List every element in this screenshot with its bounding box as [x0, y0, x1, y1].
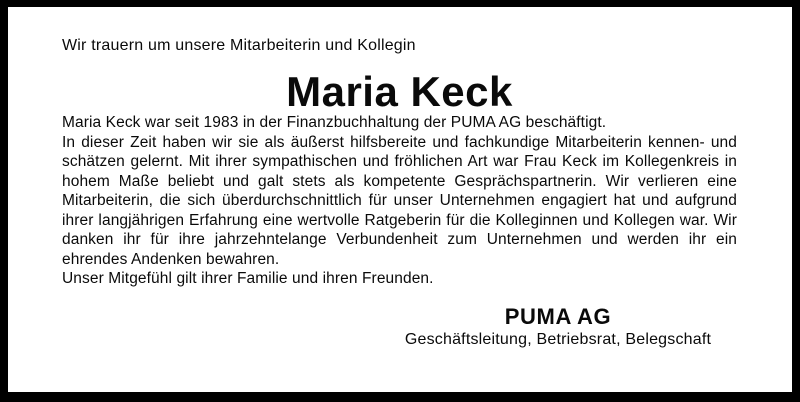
notice-content: [62, 7, 737, 349]
paragraph-condolence: Unser Mitgefühl gilt ihrer Familie und ihren Freunden.: [62, 270, 434, 287]
obituary-notice: [8, 7, 792, 392]
signature-company: PUMA AG: [504, 303, 612, 329]
signature-block: [398, 304, 718, 350]
intro-line: Wir trauern um unsere Mitarbeiterin und Kollegin: [62, 37, 416, 54]
deceased-name: Maria Keck: [286, 68, 513, 115]
signature-roles: Geschäftsleitung, Betriebsrat, Belegschaft: [404, 330, 712, 348]
paragraph-employment: Maria Keck war seit 1983 in der Finanzbuchhaltung der PUMA AG beschäftigt.: [62, 114, 607, 131]
paragraph-tribute: In dieser Zeit haben wir sie als äußerst hilfsbereite und fachkundige Mitarbeiterin kennen- und schätzen gelernt. Mit ihrer sympathischen und fröhlichen Art war Frau Keck im Kollegenkreis in hohem Maße beliebt und galt stets als kompetente Gesprächspartnerin. Wir verlieren eine Mitarbeiterin, die sich überdurchschnittlich für unser Unternehmen engagiert hat und aufgrund ihrer langjährigen Erfahrung eine wertvolle Ratgeberin für die Kolleginnen und Kollegen war. Wir danken ihr für ihre jahrzehntelange Verbundenheit zum Unternehmen und werden ihr ein ehrendes Andenken bewahren.: [62, 133, 737, 268]
